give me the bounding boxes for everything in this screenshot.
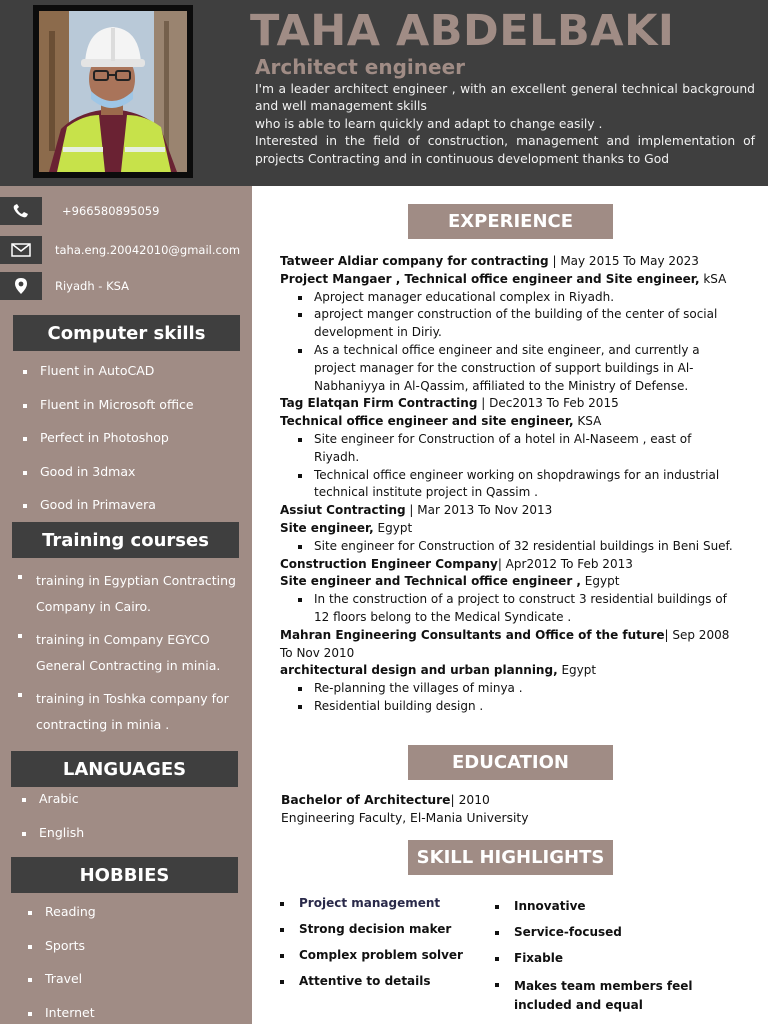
education-degree: Bachelor of Architecture [281,793,451,807]
envelope-icon [0,236,42,264]
job-role: architectural design and urban planning, [280,663,558,678]
job-title: Architect engineer [255,55,465,79]
job-bullet: aproject manger construction of the building of the center of social development in Diriy. [280,306,740,342]
education-degree-line [281,791,529,809]
job-role-line [280,520,740,538]
job-bullet: As a technical office engineer and site engineer, and currently a project manager for the construction of support buildings in Al-Nabhaniyya in Al-Qassim, affiliated to the Ministry of Defense. [280,342,740,395]
skill-highlight-item: Makes team members feel included and equal [495,977,695,1015]
job-company: Construction Engineer Company [280,556,498,571]
job-period: | Mar 2013 To Nov 2013 [405,503,553,518]
hobbies-list [28,904,96,1024]
skill-highlight-item: Strong decision maker [280,922,463,948]
training-item: training in Egyptian Contracting Company in Cairo. [18,568,240,619]
job-company-line [280,502,740,520]
job-period: | Sep 2008 To Nov 2010 [280,627,730,660]
job-bullets [280,680,740,716]
profile-summary [255,81,755,168]
experience-section [280,253,740,716]
job-bullets [280,538,740,556]
computer-skill-item: Fluent in Microsoft office [23,397,194,431]
education-school: Engineering Faculty, El-Mania University [281,811,529,825]
job-bullet: Site engineer for Construction of a hotel in Al-Naseem , east of Riyadh. [280,431,740,467]
education-heading: EDUCATION [408,745,613,780]
hobbies-heading: HOBBIES [11,857,238,893]
job-company: Assiut Contracting [280,503,406,518]
phone-icon [0,197,42,225]
education-section [281,791,529,827]
experience-heading: EXPERIENCE [408,204,613,239]
job-role: Technical office engineer and site engineer, [280,414,574,429]
skill-highlights-heading: SKILL HIGHLIGHTS [408,840,613,875]
sidebar [0,186,252,1024]
resume-header [0,0,768,186]
contact-email[interactable]: taha.eng.20042010@gmail.com [55,243,241,257]
computer-skills-list [23,363,194,531]
skill-highlights-left [280,896,463,1000]
job-role: Site engineer, [280,520,374,535]
location-pin-icon [0,272,42,300]
job-bullet: Aproject manager educational complex in Riyadh. [280,289,740,307]
candidate-name: TAHA ABDELBAKI [250,6,675,56]
profile-photo [39,11,187,172]
computer-skill-item: Good in Primavera [23,497,194,531]
languages-heading: LANGUAGES [11,751,238,787]
job-bullet: Technical office engineer working on shopdrawings for an industrial technical institute project in Qassim . [280,467,740,503]
summary-line: who is able to learn quickly and adapt to change easily . [255,116,603,131]
job-place: Egypt [580,574,620,589]
hobby-item: Sports [28,938,96,972]
job-place: kSA [699,271,727,286]
training-item: training in Toshka company for contracting in minia . [18,686,240,737]
contact-email-row [0,236,42,264]
job-bullet: Re-planning the villages of minya . [280,680,740,698]
contact-phone[interactable]: +966580895059 [62,204,160,218]
job-company: Tatweer Aldiar company for contracting [280,254,549,268]
job-place: Egypt [373,520,413,535]
job-role: Site engineer and Technical office engineer , [280,574,581,589]
job-company: Tag Elatqan Firm Contracting [280,396,478,411]
contact-location: Riyadh - KSA [55,279,130,293]
computer-skill-item: Good in 3dmax [23,464,194,498]
job-place: KSA [573,414,602,429]
computer-skill-item: Fluent in AutoCAD [23,363,194,397]
job-company-line [280,556,740,574]
training-courses-list [18,568,240,737]
summary-line: I'm a leader architect engineer , with an excellent general technical background and well management skills [255,82,755,114]
job-role: Project Mangaer , Technical office engineer and Site engineer, [280,271,700,286]
job-company: Mahran Engineering Consultants and Office of the future [280,627,665,642]
training-courses-heading: Training courses [12,522,239,558]
job-role-line [280,271,740,289]
job-bullet: In the construction of a project to construct 3 residential buildings of 12 floors belong to the Medical Syndicate . [280,591,740,627]
summary-line: Interested in the field of construction, management and implementation of projects Contracting and in continuous development thanks to God [255,134,755,166]
job-bullet: Residential building design . [280,698,740,716]
profile-photo-frame [33,5,193,178]
job-period: | May 2015 To May 2023 [548,254,699,268]
computer-skills-heading: Computer skills [13,315,240,351]
job-period: | Dec2013 To Feb 2015 [477,396,619,411]
job-place: Egypt [557,663,597,678]
job-company-line [280,395,740,413]
skill-highlight-item: Innovative [495,899,695,925]
language-item: Arabic [22,791,84,825]
job-period: | Apr2012 To Feb 2013 [497,556,633,571]
contact-location-row [0,272,42,300]
job-bullets [280,289,740,396]
job-role-line [280,573,740,591]
contact-phone-row [0,197,42,225]
job-bullets [280,431,740,502]
language-item: English [22,825,84,859]
hobby-item: Travel [28,971,96,1005]
skill-highlight-item: Fixable [495,951,695,977]
job-bullet: Site engineer for Construction of 32 residential buildings in Beni Suef. [280,538,740,556]
job-company-line [280,627,740,663]
skill-highlight-item: Attentive to details [280,974,463,1000]
training-item: training in Company EGYCO General Contracting in minia. [18,627,240,678]
languages-list [22,791,84,858]
job-company-line [280,253,740,271]
skill-highlight-item: Complex problem solver [280,948,463,974]
computer-skill-item: Perfect in Photoshop [23,430,194,464]
skill-highlights-right [495,899,695,1015]
education-year: | 2010 [450,793,490,807]
job-role-line [280,662,740,680]
job-role-line [280,413,740,431]
skill-highlight-item: Service-focused [495,925,695,951]
job-bullets [280,591,740,627]
hobby-item: Internet [28,1005,96,1024]
hobby-item: Reading [28,904,96,938]
skill-highlight-item: Project management [280,896,463,922]
